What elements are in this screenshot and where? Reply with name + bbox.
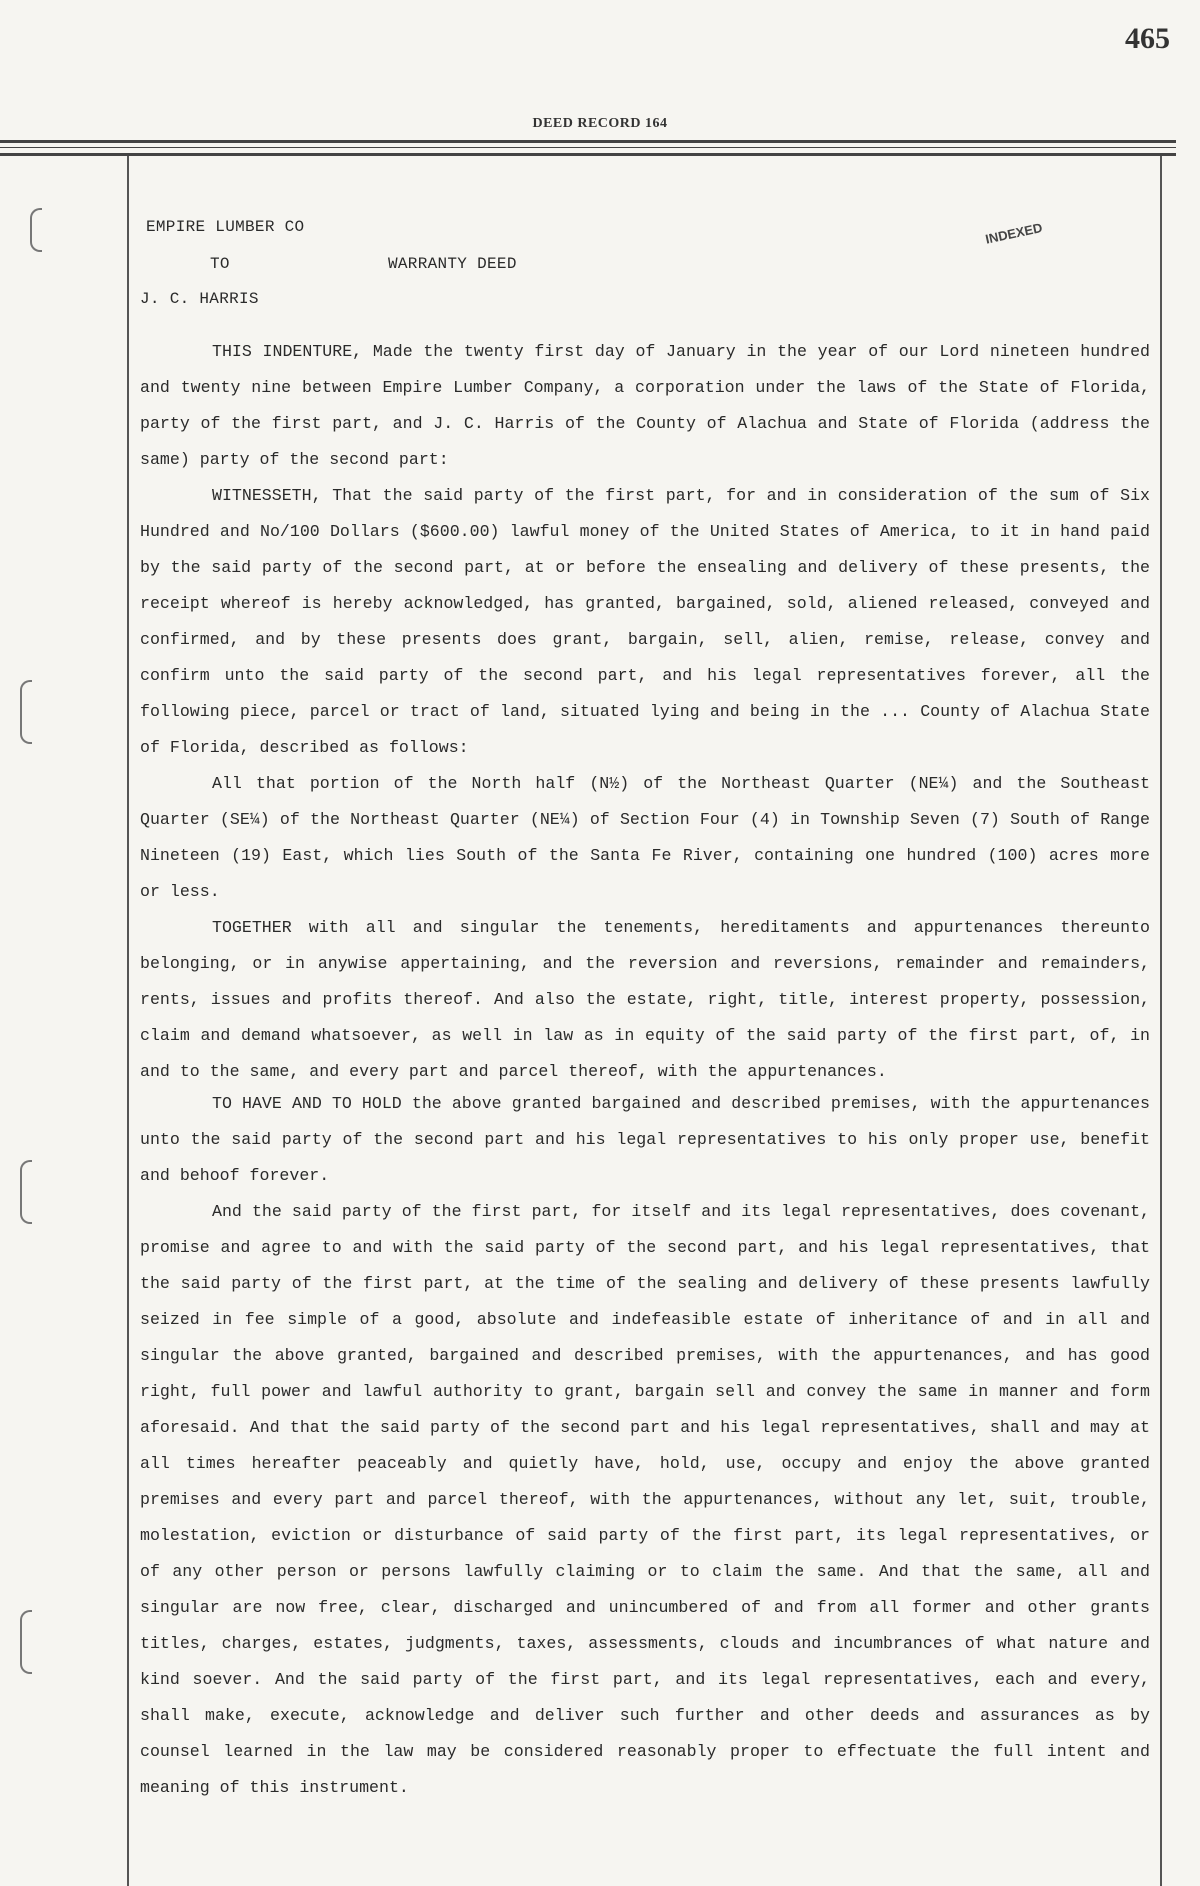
left-margin-line: [127, 156, 129, 1886]
deed-body: [140, 334, 1150, 1806]
grantee-name: J. C. HARRIS: [140, 290, 259, 308]
page-number: 465: [1125, 22, 1170, 55]
record-header: DEED RECORD 164: [532, 116, 668, 131]
paragraph-covenants: And the said party of the first part, for itself and its legal representatives, does covenant, promise and agree to and with the said party of the second part, and his legal representatives, that the said party of the first part, at the time of the sealing and delivery of these presents lawfully seized in fee simple of a good, absolute and indefeasible estate of inheritance of and in all and singular the above granted, bargained and described premises, with the appurtenances, and has good right, full power and lawful authority to grant, bargain sell and convey the same in manner and form aforesaid. And that the said party of the second part and his legal representatives, shall and may at all times hereafter peaceably and quietly have, hold, use, occupy and enjoy the above granted premises and every part and parcel thereof, with the appurtenances, without any let, suit, trouble, molestation, eviction or disturbance of said party of the first part, its legal representatives, or of any other person or persons lawfully claiming or to claim the same. And that the same, all and singular are now free, clear, discharged and unincumbered of and from all former and other grants titles, charges, estates, judgments, taxes, assessments, clouds and incumbrances of what nature and kind soever. And the said party of the first part, and its legal representatives, each and every, shall make, execute, acknowledge and deliver such further and other deeds and assurances as by counsel learned in the law may be considered reasonably proper to effectuate the full intent and meaning of this instrument.: [140, 1202, 1150, 1797]
paragraph-habendum: TO HAVE AND TO HOLD the above granted bargained and described premises, with the appurtenances unto the said party of the second part and his legal representatives to his only proper use, benefit and behoof forever.: [140, 1094, 1150, 1185]
binding-mark-icon: [20, 1610, 32, 1674]
instrument-title: WARRANTY DEED: [388, 255, 517, 273]
caption-to: TO: [210, 255, 230, 273]
binding-mark-icon: [30, 208, 42, 252]
header-rule-middle: [0, 147, 1176, 148]
paragraph-witnesseth: WITNESSETH, That the said party of the first part, for and in consideration of the sum of Six Hundred and No/100 Dollars ($600.00) lawful money of the United States of America, to it in hand paid by the said party of the second part, at or before the ensealing and delivery of these presents, the receipt whereof is hereby acknowledged, has granted, bargained, sold, aliened released, conveyed and confirmed, and by these presents does grant, bargain, sell, alien, remise, release, convey and confirm unto the said party of the second part, and his legal representatives forever, all the following piece, parcel or tract of land, situated lying and being in the ... County of Alachua State of Florida, described as follows:: [140, 486, 1150, 757]
paragraph-land-description: All that portion of the North half (N½) of the Northeast Quarter (NE¼) and the Southeast Quarter (SE¼) of the Northeast Quarter (NE¼) of Section Four (4) in Township Seven (7) South of Range Nineteen (19) East, which lies South of the Santa Fe River, containing one hundred (100) acres more or less.: [140, 774, 1150, 901]
indexed-stamp: INDEXED: [984, 219, 1044, 247]
right-margin-line: [1160, 156, 1162, 1886]
binding-mark-icon: [20, 680, 32, 744]
header-rule-top: [0, 140, 1176, 143]
header-rule-bottom: [0, 153, 1176, 156]
grantor-name: EMPIRE LUMBER CO: [146, 218, 305, 236]
paragraph-indenture: THIS INDENTURE, Made the twenty first day of January in the year of our Lord nineteen hundred and twenty nine between Empire Lumber Company, a corporation under the laws of the State of Florida, party of the first part, and J. C. Harris of the County of Alachua and State of Florida (address the same) party of the second part:: [140, 342, 1150, 469]
paragraph-together: TOGETHER with all and singular the tenements, hereditaments and appurtenances thereunto belonging, or in anywise appertaining, and the reversion and reversions, remainder and remainders, rents, issues and profits thereof. And also the estate, right, title, interest property, possession, claim and demand whatsoever, as well in law as in equity of the said party of the first part, of, in and to the same, and every part and parcel thereof, with the appurtenances.: [140, 918, 1150, 1081]
binding-mark-icon: [20, 1160, 32, 1224]
